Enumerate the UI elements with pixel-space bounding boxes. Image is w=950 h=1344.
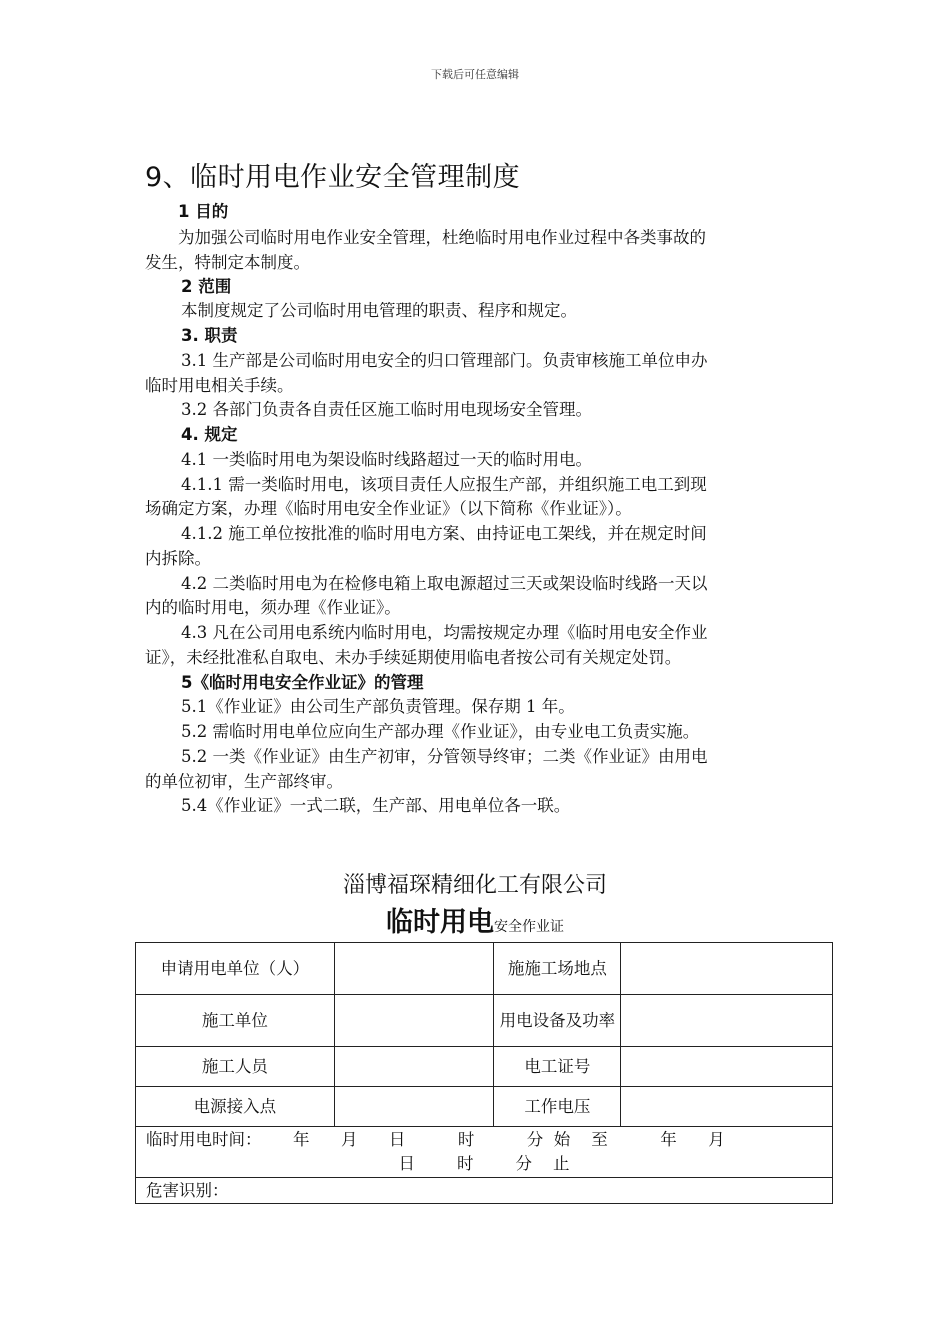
form-title-main: 临时用电: [386, 907, 494, 938]
form-row: [136, 1087, 833, 1127]
time-line-1: 临时用电时间： 年 月 日 时 分 始 至 年 月: [146, 1130, 725, 1149]
field-value[interactable]: [334, 943, 494, 995]
form-title: [0, 900, 950, 939]
field-label: 电源接入点: [136, 1087, 335, 1127]
document-title: 9、临时用电作业安全管理制度: [145, 162, 521, 193]
time-line-2: 日 时 分 止: [398, 1154, 570, 1173]
form-row: [136, 1047, 833, 1087]
field-value[interactable]: [334, 1087, 494, 1127]
time-field[interactable]: [136, 1127, 833, 1178]
field-value[interactable]: [621, 1047, 833, 1087]
paragraph-line: 临时用电相关手续。: [145, 376, 294, 395]
paragraph-line: 4.1.2 施工单位按批准的临时用电方案、由持证电工架线，并在规定时间: [181, 524, 707, 543]
paragraph-line: 的单位初审，生产部终审。: [145, 772, 343, 791]
section-heading: 4. 规定: [181, 425, 238, 444]
paragraph-line: 4.2 二类临时用电为在检修电箱上取电源超过三天或架设临时线路一天以: [181, 574, 708, 593]
paragraph-line: 5.2 一类《作业证》由生产初审，分管领导终审；二类《作业证》由用电: [181, 747, 708, 766]
paragraph-line: 证》，未经批准私自取电、未办手续延期使用临电者按公司有关规定处罚。: [145, 648, 682, 667]
field-label: 电工证号: [494, 1047, 621, 1087]
paragraph-line: 3.1 生产部是公司临时用电安全的归口管理部门。负责审核施工单位申办: [181, 351, 708, 370]
paragraph-line: 5.1《作业证》由公司生产部负责管理。保存期 1 年。: [181, 697, 575, 716]
paragraph-line: 5.4《作业证》一式二联，生产部、用电单位各一联。: [181, 796, 571, 815]
field-value[interactable]: [621, 995, 833, 1047]
paragraph-line: 本制度规定了公司临时用电管理的职责、程序和规定。: [181, 301, 577, 320]
paragraph-line: 场确定方案，办理《临时用电安全作业证》（以下简称《作业证》）。: [145, 499, 632, 518]
paragraph-line: 3.2 各部门负责各自责任区施工临时用电现场安全管理。: [181, 400, 592, 419]
form-title-sub: 安全作业证: [494, 919, 564, 935]
paragraph-line: 4.1.1 需一类临时用电，该项目责任人应报生产部，并组织施工电工到现: [181, 475, 707, 494]
hazard-field[interactable]: 危害识别：: [136, 1178, 833, 1204]
paragraph-line: 5.2 需临时用电单位应向生产部办理《作业证》，由专业电工负责实施。: [181, 722, 700, 741]
field-value[interactable]: [334, 1047, 494, 1087]
paragraph-line: 内拆除。: [145, 549, 211, 568]
field-label: 用电设备及功率: [494, 995, 621, 1047]
section-heading: 1 目的: [178, 202, 229, 221]
field-label: 施施工场地点: [494, 943, 621, 995]
field-value[interactable]: [334, 995, 494, 1047]
section-heading: 2 范围: [181, 277, 232, 296]
paragraph-line: 内的临时用电，须办理《作业证》。: [145, 598, 401, 617]
permit-form-table: [135, 942, 833, 1204]
form-row: [136, 995, 833, 1047]
section-heading: 5《临时用电安全作业证》的管理: [181, 673, 424, 692]
field-label: 工作电压: [494, 1087, 621, 1127]
company-name: 淄博福琛精细化工有限公司: [342, 873, 607, 898]
paragraph-line: 4.3 凡在公司用电系统内临时用电，均需按规定办理《临时用电安全作业: [181, 623, 708, 642]
field-value[interactable]: [621, 1087, 833, 1127]
section-heading: 3. 职责: [181, 326, 238, 345]
page-header-note: 下载后可任意编辑: [431, 68, 519, 81]
paragraph-line: 为加强公司临时用电作业安全管理，杜绝临时用电作业过程中各类事故的: [178, 228, 706, 247]
paragraph-line: 发生，特制定本制度。: [145, 253, 310, 272]
form-row: [136, 943, 833, 995]
paragraph-line: 4.1 一类临时用电为架设临时线路超过一天的临时用电。: [181, 450, 592, 469]
field-label: 施工人员: [136, 1047, 335, 1087]
hazard-row: [136, 1178, 833, 1204]
field-label: 申请用电单位（人）: [136, 943, 335, 995]
field-label: 施工单位: [136, 995, 335, 1047]
time-row: [136, 1127, 833, 1178]
field-value[interactable]: [621, 943, 833, 995]
